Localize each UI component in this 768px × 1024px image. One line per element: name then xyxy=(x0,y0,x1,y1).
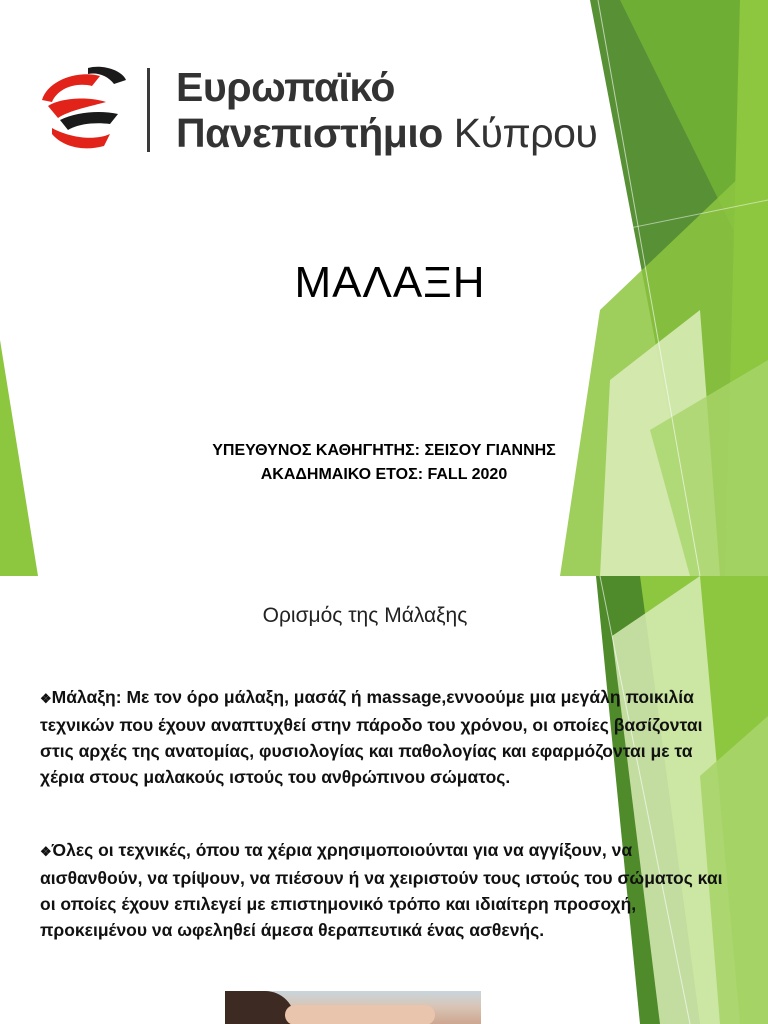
definition-slide xyxy=(0,576,768,1024)
paragraph-text: Μάλαξη: Με τον όρο μάλαξη, μασάζ ή massage,εννοούμε μια μεγάλη ποικιλία τεχνικών που έχουν αναπτυχθεί στην πάροδο του χρόνου, οι οποίες βασίζονται στις αρχές της ανατομίας, φυσιολογίας και παθολογίας και εφαρμόζονται με τα χέρια στους μαλακούς ιστούς του ανθρώπινου σώματος. xyxy=(40,687,703,787)
university-name-line2: Πανεπιστήμιο xyxy=(176,110,443,156)
diamond-bullet-icon: ❖ xyxy=(40,691,52,706)
academic-year-line: ΑΚΑΔΗΜΑΙΚΟ ΕΤΟΣ: FALL 2020 xyxy=(260,466,508,483)
green-decoration-right xyxy=(0,576,768,1024)
logo-divider xyxy=(147,68,150,152)
paragraph-text: Όλες οι τεχνικές, όπου τα χέρια χρησιμοποιούνται για να αγγίξουν, να αισθανθούν, να τρίψουν, να πιέσουν ή να χειριστούν τους ιστούς του σώματος και οι οποίες έχουν επιλεγεί με επιστημονικό τρόπο και ιδιαίτερη προσοχή, προκειμένου να ωφεληθεί άμεσα θεραπευτικά ένας ασθενής. xyxy=(40,840,723,940)
slide-title: ΜΑΛΑΞΗ xyxy=(294,258,486,307)
university-name xyxy=(176,64,597,156)
hair-shape xyxy=(225,991,295,1024)
university-logo-icon xyxy=(30,62,130,154)
university-name-line2-light: Κύπρου xyxy=(453,110,598,156)
university-name-line1: Ευρωπαϊκό xyxy=(176,64,395,110)
diamond-bullet-icon: ❖ xyxy=(40,844,52,859)
slide-heading: Ορισμός της Μάλαξης xyxy=(262,604,468,627)
massage-photo xyxy=(225,991,481,1024)
instructor-line: ΥΠΕΥΘΥΝΟΣ ΚΑΘΗΓΗΤΗΣ: ΣΕΙΣΟΥ ΓΙΑΝΝΗΣ xyxy=(212,442,556,459)
paragraph-techniques xyxy=(40,837,730,943)
paragraph-definition xyxy=(40,684,730,790)
hand-shape xyxy=(285,1005,435,1024)
